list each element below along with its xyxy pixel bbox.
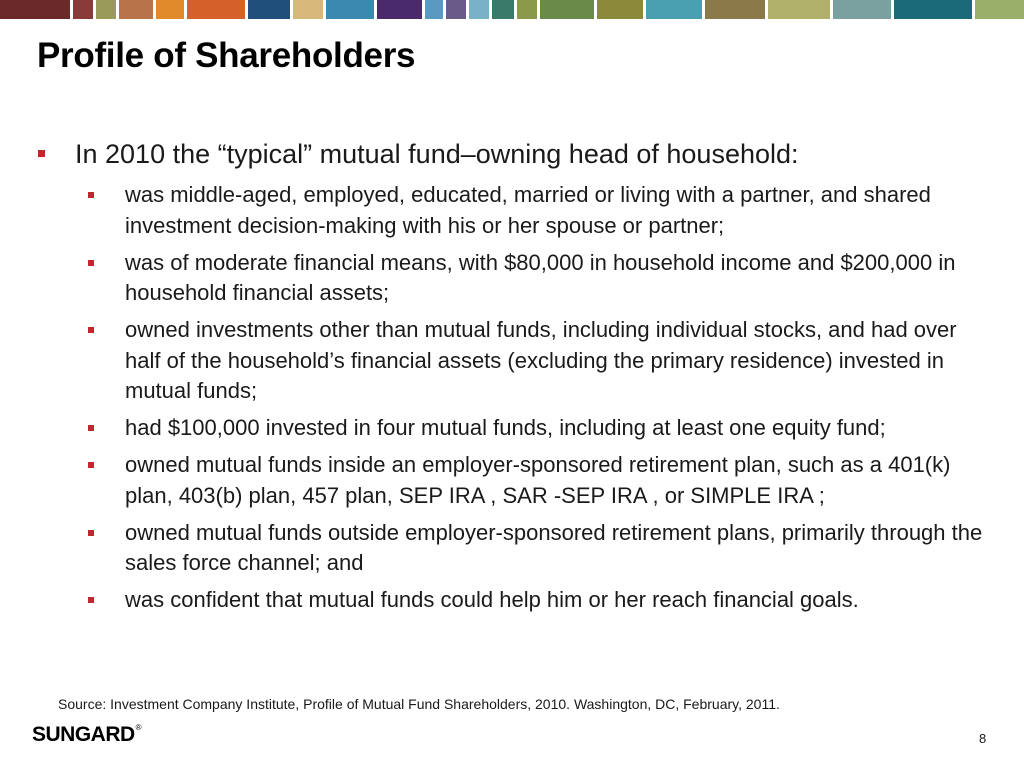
color-segment — [0, 0, 70, 19]
sub-bullet — [88, 315, 988, 407]
sungard-logo — [32, 723, 141, 747]
color-segment — [469, 0, 489, 19]
page-number: 8 — [979, 731, 987, 746]
bullet-square-icon — [88, 597, 94, 603]
color-segment — [492, 0, 514, 19]
color-segment — [187, 0, 245, 19]
sub-bullet — [88, 585, 988, 616]
color-segment — [597, 0, 643, 19]
color-segment — [326, 0, 374, 19]
color-segment — [540, 0, 594, 19]
color-segment — [517, 0, 537, 19]
main-bullet — [38, 138, 998, 170]
sub-bullet — [88, 518, 988, 579]
sub-bullet-text: owned investments other than mutual funds, including individual stocks, and had over half of the household’s financial assets (excluding the primary residence) invested in mutual funds; — [125, 317, 957, 403]
color-segment — [293, 0, 323, 19]
color-segment — [425, 0, 443, 19]
sub-bullet-text: was of moderate financial means, with $80,000 in household income and $200,000 in household financial assets; — [125, 249, 956, 305]
top-color-bar — [0, 0, 1024, 19]
color-segment — [96, 0, 116, 19]
main-bullet-text: In 2010 the “typical” mutual fund–owning head of household: — [75, 139, 799, 169]
bullet-square-icon — [38, 150, 45, 157]
sub-bullet — [88, 248, 988, 309]
source-citation: Source: Investment Company Institute, Profile of Mutual Fund Shareholders, 2010. Washington, DC, February, 2011. — [58, 696, 780, 712]
color-segment — [156, 0, 184, 19]
bullet-square-icon — [88, 192, 94, 198]
sub-bullet-list — [88, 180, 988, 622]
color-segment — [768, 0, 830, 19]
sub-bullet — [88, 413, 988, 444]
bullet-square-icon — [88, 260, 94, 266]
registered-mark: ® — [135, 723, 142, 732]
sub-bullet-text: was confident that mutual funds could help him or her reach financial goals. — [125, 587, 859, 612]
sub-bullet-text: was middle-aged, employed, educated, married or living with a partner, and shared investment decision-making with his or her spouse or partner; — [125, 182, 931, 238]
sub-bullet — [88, 450, 988, 511]
color-segment — [975, 0, 1024, 19]
color-segment — [377, 0, 422, 19]
bullet-square-icon — [88, 327, 94, 333]
color-segment — [833, 0, 891, 19]
color-segment — [248, 0, 290, 19]
color-segment — [646, 0, 702, 19]
color-segment — [119, 0, 153, 19]
bullet-square-icon — [88, 425, 94, 431]
logo-text: SUNGARD — [32, 723, 135, 746]
color-segment — [73, 0, 93, 19]
color-segment — [894, 0, 972, 19]
color-segment — [705, 0, 765, 19]
bullet-square-icon — [88, 530, 94, 536]
sub-bullet — [88, 180, 988, 241]
sub-bullet-text: owned mutual funds inside an employer-sponsored retirement plan, such as a 401(k) plan, 403(b) plan, 457 plan, SEP IRA , SAR -SEP IRA , or SIMPLE IRA ; — [125, 452, 951, 508]
color-segment — [446, 0, 466, 19]
sub-bullet-text: had $100,000 invested in four mutual funds, including at least one equity fund; — [125, 415, 886, 440]
slide-title: Profile of Shareholders — [37, 36, 416, 75]
sub-bullet-text: owned mutual funds outside employer-sponsored retirement plans, primarily through the sales force channel; and — [125, 519, 983, 575]
bullet-square-icon — [88, 462, 94, 468]
